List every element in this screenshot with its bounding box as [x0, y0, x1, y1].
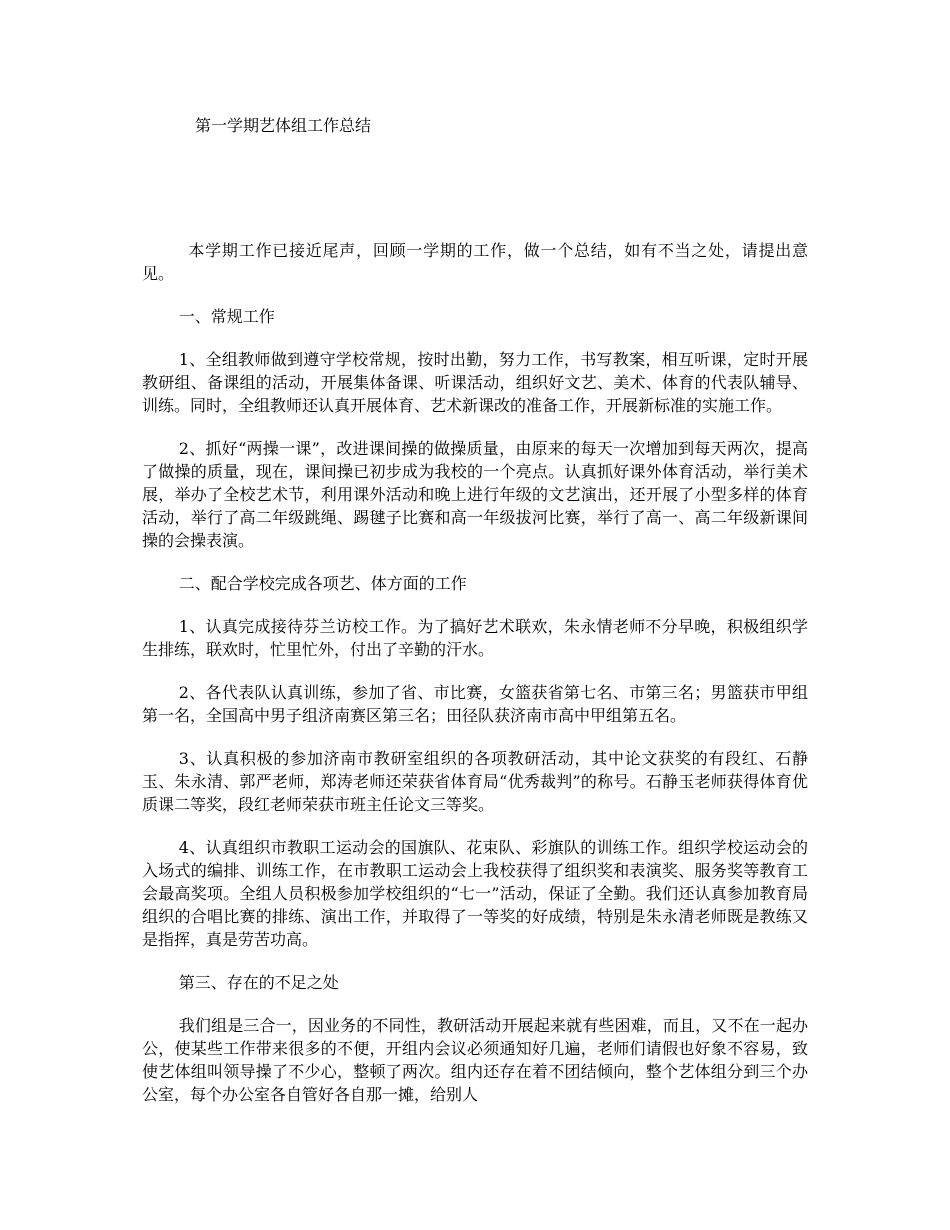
intro-paragraph: 本学期工作已接近尾声，回顾一学期的工作，做一个总结，如有不当之处，请提出意见。 [142, 241, 808, 283]
document-body [142, 239, 808, 1126]
school-support-paragraph-2: 2、各代表队认真训练，参加了省、市比赛，女篮获省第七名、市第三名；男篮获市甲组第一名，全国高中男子组济南赛区第三名；田径队获济南市高中甲组第五名。 [142, 683, 808, 725]
section-heading-school-support: 二、配合学校完成各项艺、体方面的工作 [178, 574, 467, 593]
school-support-paragraph-3: 3、认真积极的参加济南市教研室组织的各项教研活动，其中论文获奖的有段红、石静玉、朱永清、郭严老师，郑涛老师还荣获省体育局“优秀裁判”的称号。石静玉老师获得体育优质课二等奖，段红老师荣获市班主任论文三等奖。 [142, 749, 808, 814]
document-title: 第一学期艺体组工作总结 [195, 116, 372, 135]
routine-work-paragraph-1: 1、全组教师做到遵守学校常规，按时出勤，努力工作，书写教案，相互听课，定时开展教研组、备课组的活动，开展集体备课、听课活动，组织好文艺、美术、体育的代表队辅导、训练。同时，全组教师还认真开展体育、艺术新课改的准备工作，开展新标准的实施工作。 [142, 350, 808, 415]
shortcomings-paragraph-1: 我们组是三合一，因业务的不同性，教研活动开展起来就有些困难，而且，又不在一起办公，使某些工作带来很多的不便，开组内会议必须通知好几遍，老师们请假也好象不容易，致使艺体组叫领导操了不少心，整顿了两次。组内还存在着不团结倾向，整个艺体组分到三个办公室，每个办公室各自管好各自那一摊，给别人 [142, 1016, 808, 1104]
routine-work-paragraph-2: 2、抓好“两操一课”，改进课间操的做操质量，由原来的每天一次增加到每天两次，提高了做操的质量，现在，课间操已初步成为我校的一个亮点。认真抓好课外体育活动，举行美术展，举办了全校艺术节，利用课外活动和晚上进行年级的文艺演出，还开展了小型多样的体育活动，举行了高二年级跳绳、踢毽子比赛和高一年级拔河比赛，举行了高一、高二年级新课间操的会操表演。 [142, 439, 808, 550]
school-support-paragraph-4: 4、认真组织市教职工运动会的国旗队、花束队、彩旗队的训练工作。组织学校运动会的入场式的编排、训练工作，在市教职工运动会上我校获得了组织奖和表演奖、服务奖等教育工会最高奖项。全组人员积极参加学校组织的“七一”活动，保证了全勤。我们还认真参加教育局组织的合唱比赛的排练、演出工作，并取得了一等奖的好成绩，特别是朱永清老师既是教练又是指挥，真是劳苦功高。 [142, 838, 808, 949]
school-support-paragraph-1: 1、认真完成接待芬兰访校工作。为了搞好艺术联欢，朱永情老师不分早晚，积极组织学生排练，联欢时，忙里忙外，付出了辛勤的汗水。 [142, 617, 808, 659]
section-heading-shortcomings: 第三、存在的不足之处 [178, 973, 339, 992]
section-heading-routine-work: 一、常规工作 [178, 307, 275, 326]
